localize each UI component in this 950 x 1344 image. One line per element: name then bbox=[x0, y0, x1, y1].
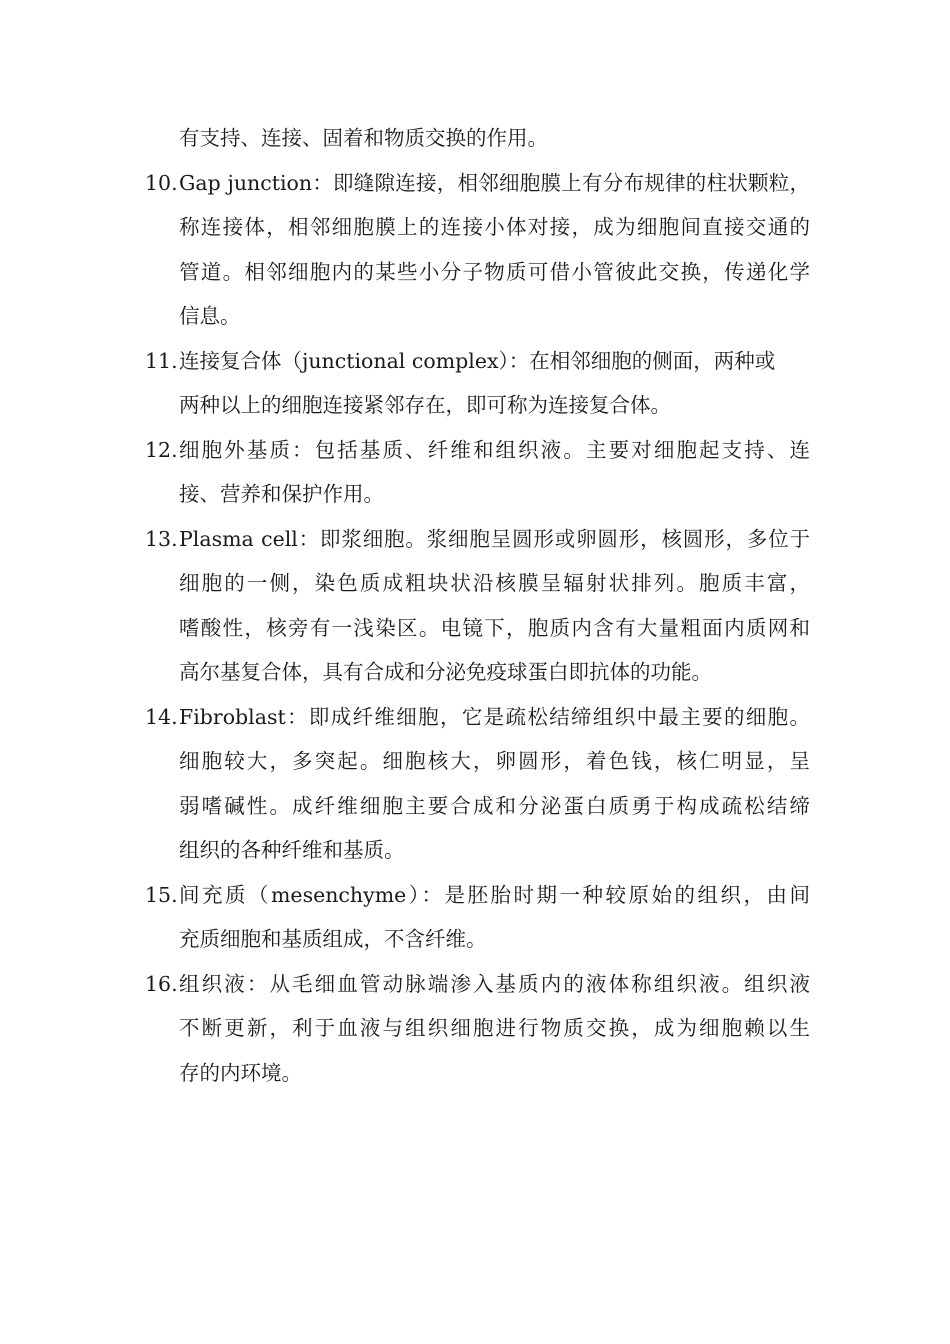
item-line bbox=[145, 962, 810, 1007]
item-text: 组织液：从毛细血管动脉端渗入基质内的液体称组织液。组织液 bbox=[179, 971, 810, 996]
item-text: 连接复合体（junctional complex）：在相邻细胞的侧面，两种或 bbox=[179, 348, 776, 373]
item-line bbox=[145, 873, 810, 918]
item-text: Fibroblast：即成纤维细胞，它是疏松结缔组织中最主要的细胞。 bbox=[179, 704, 810, 729]
item-line: 高尔基复合体，具有合成和分泌免疫球蛋白即抗体的功能。 bbox=[179, 660, 712, 684]
item-line: 弱嗜碱性。成纤维细胞主要合成和分泌蛋白质勇于构成疏松结缔 bbox=[179, 793, 810, 818]
item-number: 13. bbox=[145, 526, 178, 551]
item-line: 两种以上的细胞连接紧邻存在，即可称为连接复合体。 bbox=[179, 393, 671, 417]
item-line: 不断更新，利于血液与组织细胞进行物质交换，成为细胞赖以生 bbox=[179, 1016, 810, 1040]
item-text: Gap junction：即缝隙连接，相邻细胞膜上有分布规律的柱状颗粒， bbox=[179, 170, 810, 195]
item-line bbox=[145, 695, 810, 740]
item-number: 11. bbox=[145, 348, 178, 373]
item-text: 间充质（mesenchyme）：是胚胎时期一种较原始的组织，由间 bbox=[179, 882, 810, 907]
item-number: 15. bbox=[145, 882, 178, 907]
item-line: 细胞的一侧，染色质成粗块状沿核膜呈辐射状排列。胞质丰富， bbox=[179, 571, 810, 595]
item-line bbox=[145, 339, 810, 384]
item-line: 信息。 bbox=[179, 304, 241, 328]
item-number: 14. bbox=[145, 704, 178, 729]
glossary-item-12 bbox=[145, 428, 810, 517]
item-number: 12. bbox=[145, 437, 178, 462]
item-line: 充质细胞和基质组成，不含纤维。 bbox=[179, 927, 487, 951]
item-line: 嗜酸性，核旁有一浅染区。电镜下，胞质内含有大量粗面内质网和 bbox=[179, 615, 810, 640]
item-number: 16. bbox=[145, 971, 178, 996]
item-line: 存的内环境。 bbox=[179, 1060, 302, 1085]
item-line: 接、营养和保护作用。 bbox=[179, 482, 384, 506]
glossary-item-15 bbox=[145, 873, 810, 962]
item-number: 10. bbox=[145, 170, 178, 195]
item-line bbox=[145, 428, 810, 473]
item-text: 细胞外基质：包括基质、纤维和组织液。主要对细胞起支持、连 bbox=[179, 437, 810, 462]
item-line: 细胞较大，多突起。细胞核大，卵圆形，着色钱，核仁明显，呈 bbox=[179, 749, 810, 773]
item-line: 管道。相邻细胞内的某些小分子物质可借小管彼此交换，传递化学 bbox=[179, 259, 810, 284]
glossary-item-10 bbox=[145, 161, 810, 339]
glossary-item-14 bbox=[145, 695, 810, 873]
item-line bbox=[145, 161, 810, 206]
continuation-line: 有支持、连接、固着和物质交换的作用。 bbox=[179, 126, 548, 150]
item-line bbox=[145, 517, 810, 562]
item-text: Plasma cell：即浆细胞。浆细胞呈圆形或卵圆形，核圆形，多位于 bbox=[179, 526, 810, 551]
item-line: 组织的各种纤维和基质。 bbox=[179, 838, 405, 862]
glossary-item-13 bbox=[145, 517, 810, 695]
item-line: 称连接体，相邻细胞膜上的连接小体对接，成为细胞间直接交通的 bbox=[179, 215, 810, 239]
glossary-content bbox=[145, 116, 810, 1095]
glossary-item-11 bbox=[145, 339, 810, 428]
glossary-item-16 bbox=[145, 962, 810, 1096]
